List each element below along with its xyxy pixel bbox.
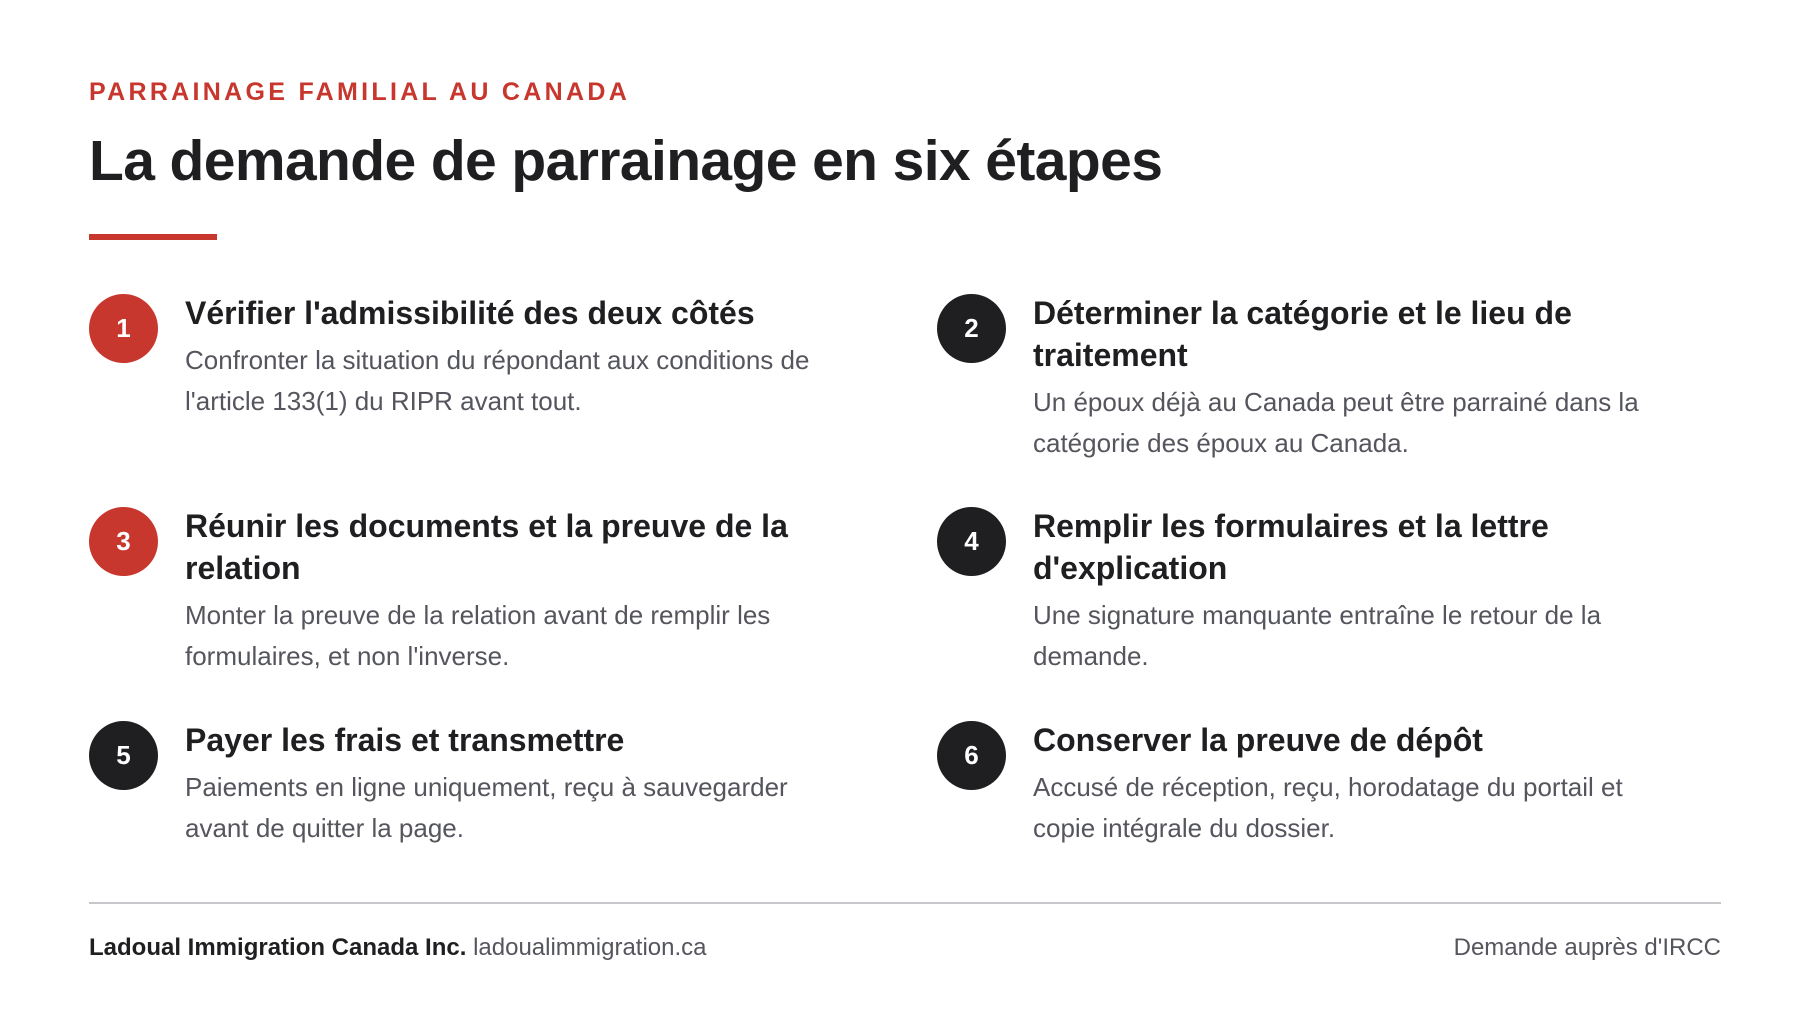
- footer-branding: [89, 934, 707, 962]
- step-4-body: [1033, 505, 1663, 677]
- step-6-heading: Conserver la preuve de dépôt: [1033, 722, 1483, 758]
- eyebrow-label: PARRAINAGE FAMILIAL AU CANADA: [89, 78, 631, 106]
- step-1-number-badge: 1: [89, 294, 158, 363]
- step-4-number-badge: 4: [937, 507, 1006, 576]
- step-3-body: [185, 505, 815, 677]
- infographic-page: [89, 0, 1721, 1034]
- title-accent-bar: [89, 234, 217, 240]
- step-2-heading: Déterminer la catégorie et le lieu de traitement: [1033, 295, 1572, 373]
- step-1-description: Confronter la situation du répondant aux conditions de l'article 133(1) du RIPR avant tout.: [185, 345, 810, 416]
- step-6-description: Accusé de réception, reçu, horodatage du portail et copie intégrale du dossier.: [1033, 772, 1623, 843]
- step-1-heading: Vérifier l'admissibilité des deux côtés: [185, 295, 755, 331]
- step-2-number-badge: 2: [937, 294, 1006, 363]
- footer-company-name: Ladoual Immigration Canada Inc.: [89, 934, 467, 961]
- step-6-body: [1033, 719, 1663, 849]
- step-5-description: Paiements en ligne uniquement, reçu à sauvegarder avant de quitter la page.: [185, 772, 788, 843]
- step-1-body: [185, 292, 815, 422]
- step-5-body: [185, 719, 815, 849]
- step-4-description: Une signature manquante entraîne le retour de la demande.: [1033, 600, 1602, 671]
- footer-website: ladoualimmigration.ca: [473, 934, 707, 961]
- page-title: La demande de parrainage en six étapes: [89, 129, 1163, 193]
- step-2-description: Un époux déjà au Canada peut être parrainé dans la catégorie des époux au Canada.: [1033, 387, 1639, 458]
- step-2-body: [1033, 292, 1663, 464]
- step-3-description: Monter la preuve de la relation avant de remplir les formulaires, et non l'inverse.: [185, 600, 771, 671]
- step-6-number-badge: 6: [937, 721, 1006, 790]
- footer-note: Demande auprès d'IRCC: [1453, 934, 1721, 961]
- step-5-heading: Payer les frais et transmettre: [185, 722, 625, 758]
- footer-divider: [89, 902, 1721, 904]
- step-3-heading: Réunir les documents et la preuve de la relation: [185, 508, 788, 586]
- step-4-heading: Remplir les formulaires et la lettre d'explication: [1033, 508, 1549, 586]
- step-3-number-badge: 3: [89, 507, 158, 576]
- step-5-number-badge: 5: [89, 721, 158, 790]
